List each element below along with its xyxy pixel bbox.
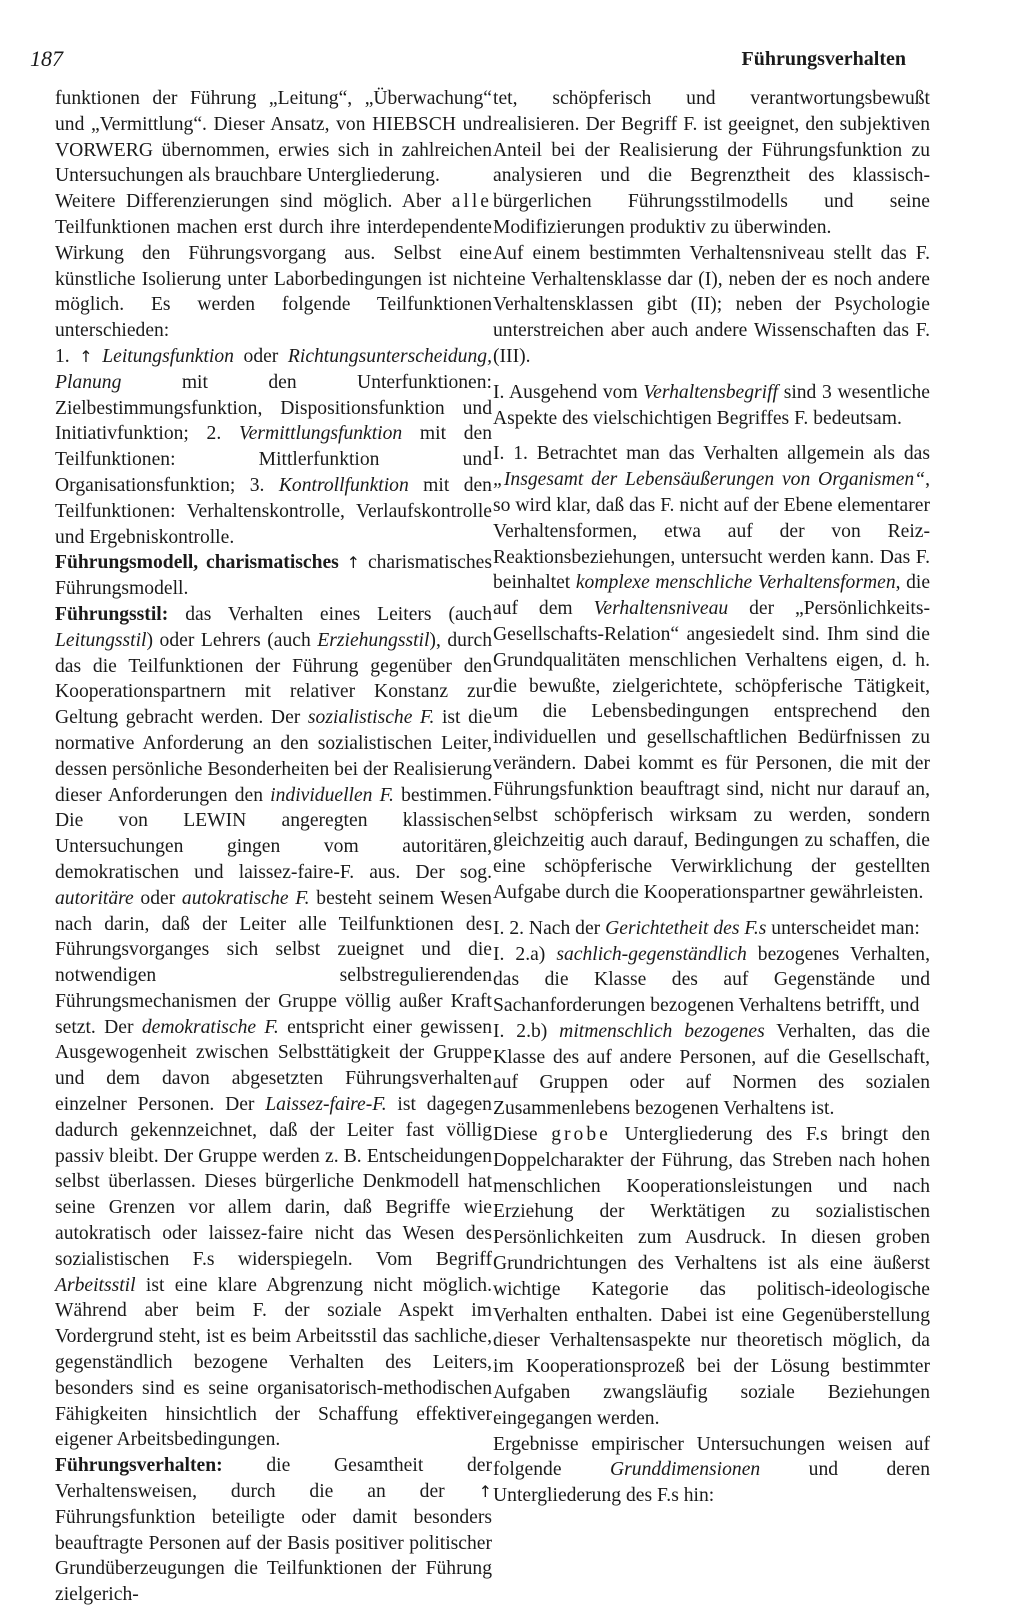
arrow-up-icon: ↑ bbox=[79, 346, 93, 366]
entry-headword: Führungsstil: bbox=[55, 603, 169, 625]
left-paragraph-1: funktionen der Führung „Leitung“, „Überwachung“ und „Vermittlung“. Dieser Ansatz, von HIEBSCH und VORWERG übernommen, erwies sich in zahlreichen Untersuchungen als brauchbare Untergliederung. bbox=[55, 88, 492, 187]
section-I-2a: I. 2.a) sachlich-gegenständlich bezogenes Verhalten, das die Klasse des auf Gegenstände und Sachanforderungen bezogenen Verhaltens betrifft, und bbox=[493, 943, 931, 1017]
entry-headword: Führungsverhalten: bbox=[55, 1455, 223, 1477]
left-column bbox=[55, 86, 492, 1608]
right-paragraph-2: Auf einem bestimmten Verhaltensniveau stellt das F. eine Verhaltensklasse dar (I), neben der es noch andere Verhaltensklassen gibt (II); neben der Psychologie unterstreichen aber auch andere Wissenschaften das F. (III). bbox=[493, 242, 930, 367]
page-number: 187 bbox=[30, 46, 63, 71]
entry-fuehrungsverhalten: Führungsverhalten: die Gesamtheit der Verhaltensweisen, durch die an der ↑ Führungsfunktion beteiligte oder damit besonders beauftragte Personen auf der Basis positiver politischer Grundüberzeugungen die Teilfunktionen der Führung zielgerich- bbox=[55, 1455, 492, 1606]
emphasis-spaced: alle bbox=[451, 191, 492, 213]
section-I-2b: I. 2.b) mitmenschlich bezogenes Verhalten, das die Klasse des auf andere Personen, auf die Gesellschaft, auf Gruppen oder auf Normen des sozialen Zusammenlebens bezogenen Verhaltens ist. bbox=[493, 1020, 931, 1120]
left-paragraph-3: 1. ↑ Leitungsfunktion oder Richtungsunterscheidung, Planung mit den Unterfunktionen: Zielbestimmungsfunktion, Dispositionsfunktion und Initiativfunktion; 2. Vermittlungsfunktion mit den Teilfunktionen: Mittlerfunktion und Organisationsfunktion; 3. Kontrollfunktion mit den Teilfunktionen: Verhaltenskontrolle, Verlaufskontrolle und Ergebniskontrolle. bbox=[55, 345, 493, 548]
right-paragraph-1: tet, schöpferisch und verantwortungsbewußt realisieren. Der Begriff F. ist geeignet, den subjektiven Anteil bei der Realisierung der Führungsfunktion zu analysieren und die Begrenztheit des klassisch-bürgerlichen Führungsstilmodells und seine Modifizierungen produktiv zu überwinden. bbox=[493, 88, 930, 238]
entry-headword: Führungsmodell, charismatisches bbox=[55, 552, 339, 574]
entry-fuehrungsstil: Führungsstil: das Verhalten eines Leiters (auch Leitungsstil) oder Lehrers (auch Erziehungsstil), durch das die Teilfunktionen der Führung gegenüber den Kooperationspartnern mit relativer Konstanz zur Geltung gebracht werden. Der sozialistische F. ist die normative Anforderung an den sozialistischen Leiter, dessen persönliche Besonderheiten bei der Realisierung dieser Anforderungen den individuellen F. bestimmen. Die von LEWIN angeregten klassischen Untersuchungen gingen vom autoritären, demokratischen und laissez-faire-F. aus. Der sog. autoritäre oder autokratische F. besteht seinem Wesen nach darin, daß der Leiter alle Teilfunktionen des Führungsvorganges sich selbst zueignet und die notwendigen selbstregulierenden Führungsmechanismen der Gruppe völlig außer Kraft setzt. Der demokratische F. entspricht einer gewissen Ausgewogenheit zwischen Selbsttätigkeit der Gruppe und dem davon abgesetzten Führungsverhalten einzelner Personen. Der Laissez-faire-F. ist dagegen dadurch gekennzeichnet, daß der Leiter fast völlig passiv bleibt. Der Gruppe werden z. B. Entscheidungen selbst überlassen. Dieses bürgerliche Denkmodell hat seine Grenzen vor allem darin, daß Begriffe wie autokratisch oder laissez-faire nicht das Wesen des sozialistischen F.s widerspiegeln. Vom Begriff Arbeitsstil ist eine klare Abgrenzung nicht möglich. Während aber beim F. der soziale Aspekt im Vordergrund steht, ist es beim Arbeitsstil das sachliche, gegenständlich bezogene Verhalten des Leiters, besonders sind es seine organisatorisch-methodischen Fähigkeiten hinsichtlich der Schaffung effektiver eigener Arbeitsbedingungen. bbox=[55, 603, 493, 1451]
right-column bbox=[493, 86, 930, 1509]
running-head: Führungsverhalten bbox=[741, 48, 906, 70]
section-I: I. Ausgehend vom Verhaltensbegriff sind 3 wesentliche Aspekte des vielschichtigen Begriffes F. bedeutsam. bbox=[493, 381, 930, 429]
term-link: Leitungsfunktion bbox=[102, 345, 234, 367]
entry-fuehrungsmodell: Führungsmodell, charismatisches ↑ charismatisches Führungsmodell. bbox=[55, 552, 492, 600]
arrow-up-icon: ↑ bbox=[478, 1482, 492, 1502]
right-paragraph-ergebnisse: Ergebnisse empirischer Untersuchungen weisen auf folgende Grunddimensionen und deren Untergliederung des F.s hin: bbox=[493, 1433, 930, 1507]
section-I-1: I. 1. Betrachtet man das Verhalten allgemein als das „Insgesamt der Lebensäußerungen von Organismen“, so wird klar, daß das F. nicht auf der Ebene elementarer Verhaltensformen, etwa auf der von Reiz-Reaktionsbeziehungen, untersucht werden kann. Das F. beinhaltet komplexe menschliche Verhaltensformen, die auf dem Verhaltensniveau der „Persönlichkeits-Gesellschafts-Relation“ angesiedelt sind. Ihm sind die Grundqualitäten menschlichen Verhaltens eigen, d. h. die bewußte, zielgerichtete, schöpferische Tätigkeit, um die Lebensbedingungen entsprechend den individuellen und gesellschaftlichen Bedürfnissen zu verändern. Dabei kommt es für Personen, die mit der Führungsfunktion beauftragt sind, nicht nur darauf an, selbst schöpferisch wirksam zu werden, sondern gleichzeitig auch darauf, Bedingungen zu schaffen, die eine schöpferische Verwirklichung der gestellten Aufgabe durch die Kooperationspartner gewährleisten. bbox=[493, 443, 931, 903]
left-paragraph-2: Weitere Differenzierungen sind möglich. Aber alle Teilfunktionen machen erst durch ihre interdependente Wirkung den Führungsvorgang aus. Selbst eine künstliche Isolierung unter Laborbedingungen ist nicht möglich. Es werden folgende Teilfunktionen unterschieden: bbox=[55, 191, 492, 342]
arrow-up-icon: ↑ bbox=[346, 553, 361, 573]
right-paragraph-grobe: Diese grobe Untergliederung des F.s bringt den Doppelcharakter der Führung, das Streben nach hohen menschlichen Kooperationsleistungen und nach Erziehung der Werktätigen zu sozialistischen Persönlichkeiten zum Ausdruck. In diesen groben Grundrichtungen des Verhaltens ist als eine äußerst wichtige Kategorie das politisch-ideologische Verhalten enthalten. Dabei ist eine Gegenüberstellung dieser Verhaltensaspekte nur theoretisch möglich, da im Kooperationsprozeß bei der Lösung bestimmter Aufgaben zwangsläufig soziale Beziehungen eingegangen werden. bbox=[493, 1124, 930, 1429]
emphasis-spaced: grobe bbox=[551, 1124, 611, 1146]
section-I-2: I. 2. Nach der Gerichtetheit des F.s unterscheidet man: bbox=[493, 917, 920, 939]
